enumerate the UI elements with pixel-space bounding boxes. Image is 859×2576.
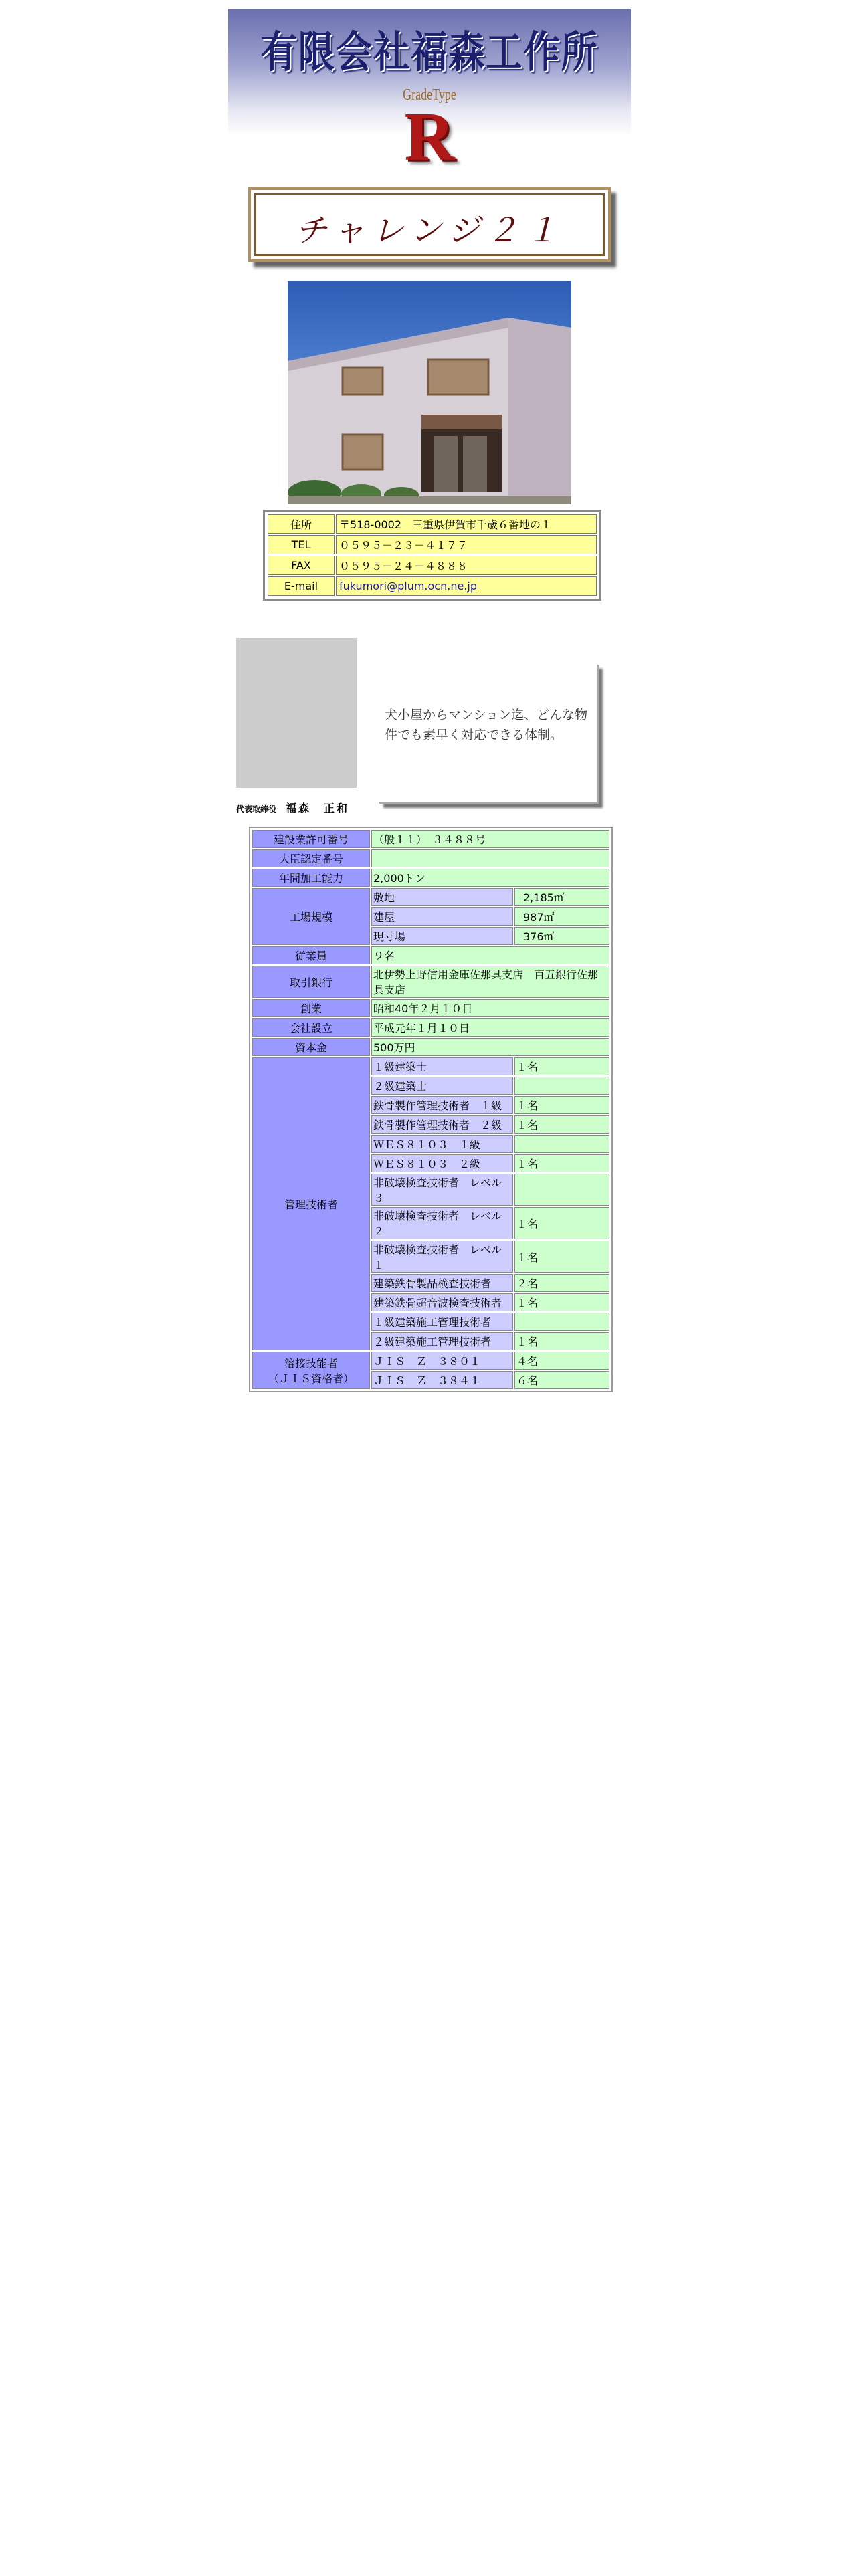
license-value: （般１１） ３４８８号 bbox=[371, 830, 609, 848]
founded-value: 昭和40年２月１０日 bbox=[371, 999, 609, 1017]
established-value: 平成元年１月１０日 bbox=[371, 1018, 609, 1037]
bank-label: 取引銀行 bbox=[252, 966, 370, 998]
header-banner bbox=[228, 9, 631, 175]
capital-value: 500万円 bbox=[371, 1038, 609, 1056]
welder-qualification: ＪＩＳ Ｚ ３８０１ bbox=[371, 1352, 513, 1370]
tel-value: ０５９５－２３－４１７７ bbox=[336, 535, 597, 554]
welders-label-line1: 溶接技能者 bbox=[284, 1357, 338, 1370]
manager-qualification: 建築鉄骨製品検査技術者 bbox=[371, 1274, 513, 1292]
manager-qualification: 建築鉄骨超音波検査技術者 bbox=[371, 1293, 513, 1311]
manager-count bbox=[514, 1077, 609, 1095]
representative-line bbox=[236, 800, 349, 815]
founded-label: 創業 bbox=[252, 999, 370, 1017]
manager-count: １名 bbox=[514, 1207, 609, 1239]
representative-quote-box bbox=[379, 665, 599, 804]
minister-value bbox=[371, 849, 609, 867]
managers-label: 管理技術者 bbox=[252, 1057, 370, 1350]
company-name: 有限会社福森工作所 bbox=[260, 28, 599, 78]
capital-label: 資本金 bbox=[252, 1038, 370, 1056]
table-row bbox=[252, 946, 609, 964]
contact-row-address bbox=[268, 514, 597, 534]
manager-qualification: 鉄骨製作管理技術者 ２級 bbox=[371, 1115, 513, 1134]
address-label: 住所 bbox=[268, 514, 335, 534]
table-row bbox=[252, 1018, 609, 1037]
representative-name: 福森 正和 bbox=[286, 802, 350, 815]
manager-qualification: １級建築施工管理技術者 bbox=[371, 1313, 513, 1331]
manager-count: １名 bbox=[514, 1057, 609, 1075]
welders-label-line2: （ＪＩＳ資格者） bbox=[268, 1372, 354, 1385]
table-row bbox=[252, 1057, 609, 1075]
fax-label: FAX bbox=[268, 556, 335, 575]
manager-qualification: １級建築士 bbox=[371, 1057, 513, 1075]
challenge-banner bbox=[248, 187, 611, 262]
table-row bbox=[252, 1038, 609, 1056]
manager-count: １名 bbox=[514, 1096, 609, 1114]
building-illustration bbox=[288, 281, 571, 504]
company-info-table bbox=[249, 827, 613, 1392]
manager-count: １名 bbox=[514, 1293, 609, 1311]
email-label: E-mail bbox=[268, 576, 335, 596]
manager-qualification: ２級建築士 bbox=[371, 1077, 513, 1095]
manager-qualification: ＷＥＳ８１０３ ２級 bbox=[371, 1154, 513, 1172]
table-row bbox=[252, 999, 609, 1017]
factory-item-value: 376㎡ bbox=[514, 927, 609, 945]
table-row bbox=[252, 869, 609, 887]
established-label: 会社設立 bbox=[252, 1018, 370, 1037]
factory-item-name: 敷地 bbox=[371, 888, 513, 906]
table-row bbox=[252, 966, 609, 998]
welder-count: ６名 bbox=[514, 1371, 609, 1389]
manager-qualification: 非破壊検査技術者 レベル１ bbox=[371, 1241, 513, 1273]
factory-item-value: 2,185㎡ bbox=[514, 888, 609, 906]
factory-item-name: 建屋 bbox=[371, 907, 513, 926]
address-value: 〒518-0002 三重県伊賀市千歳６番地の１ bbox=[336, 514, 597, 534]
contact-table bbox=[263, 510, 601, 601]
table-row bbox=[252, 1352, 609, 1370]
minister-label: 大臣認定番号 bbox=[252, 849, 370, 867]
license-label: 建設業許可番号 bbox=[252, 830, 370, 848]
manager-qualification: 非破壊検査技術者 レベル２ bbox=[371, 1207, 513, 1239]
representative-photo bbox=[236, 638, 357, 788]
manager-count: １名 bbox=[514, 1154, 609, 1172]
manager-count bbox=[514, 1135, 609, 1153]
employees-value: ９名 bbox=[371, 946, 609, 964]
representative-title: 代表取締役 bbox=[236, 804, 277, 814]
factory-item-name: 現寸場 bbox=[371, 927, 513, 945]
contact-row-tel bbox=[268, 535, 597, 554]
manager-qualification: 非破壊検査技術者 レベル３ bbox=[371, 1174, 513, 1206]
welder-qualification: ＪＩＳ Ｚ ３８４１ bbox=[371, 1371, 513, 1389]
manager-qualification: ＷＥＳ８１０３ １級 bbox=[371, 1135, 513, 1153]
manager-count bbox=[514, 1313, 609, 1331]
manager-qualification: 鉄骨製作管理技術者 １級 bbox=[371, 1096, 513, 1114]
fax-value: ０５９５－２４－４８８８ bbox=[336, 556, 597, 575]
table-row bbox=[252, 888, 609, 906]
tel-label: TEL bbox=[268, 535, 335, 554]
table-row bbox=[252, 849, 609, 867]
contact-row-email bbox=[268, 576, 597, 596]
email-link[interactable]: fukumori@plum.ocn.ne.jp bbox=[339, 580, 477, 593]
capacity-value: 2,000トン bbox=[371, 869, 609, 887]
table-row bbox=[252, 830, 609, 848]
contact-row-fax bbox=[268, 556, 597, 575]
factory-item-value: 987㎡ bbox=[514, 907, 609, 926]
manager-count: １名 bbox=[514, 1332, 609, 1350]
bank-value: 北伊勢上野信用金庫佐那具支店 百五銀行佐那具支店 bbox=[371, 966, 609, 998]
employees-label: 従業員 bbox=[252, 946, 370, 964]
challenge-banner-text: チャレンジ２１ bbox=[294, 212, 565, 249]
grade-letter: R bbox=[404, 98, 455, 175]
grade-type-label: GradeType bbox=[403, 86, 456, 104]
welder-count: ４名 bbox=[514, 1352, 609, 1370]
representative-quote: 犬小屋からマンション迄、どんな物件でも素早く対応できる体制。 bbox=[385, 708, 588, 742]
manager-count bbox=[514, 1174, 609, 1206]
manager-count: １名 bbox=[514, 1115, 609, 1134]
factory-label: 工場規模 bbox=[252, 888, 370, 945]
manager-qualification: ２級建築施工管理技術者 bbox=[371, 1332, 513, 1350]
manager-count: ２名 bbox=[514, 1274, 609, 1292]
capacity-label: 年間加工能力 bbox=[252, 869, 370, 887]
manager-count: １名 bbox=[514, 1241, 609, 1273]
welders-label bbox=[252, 1352, 370, 1389]
building-photo bbox=[288, 281, 571, 504]
